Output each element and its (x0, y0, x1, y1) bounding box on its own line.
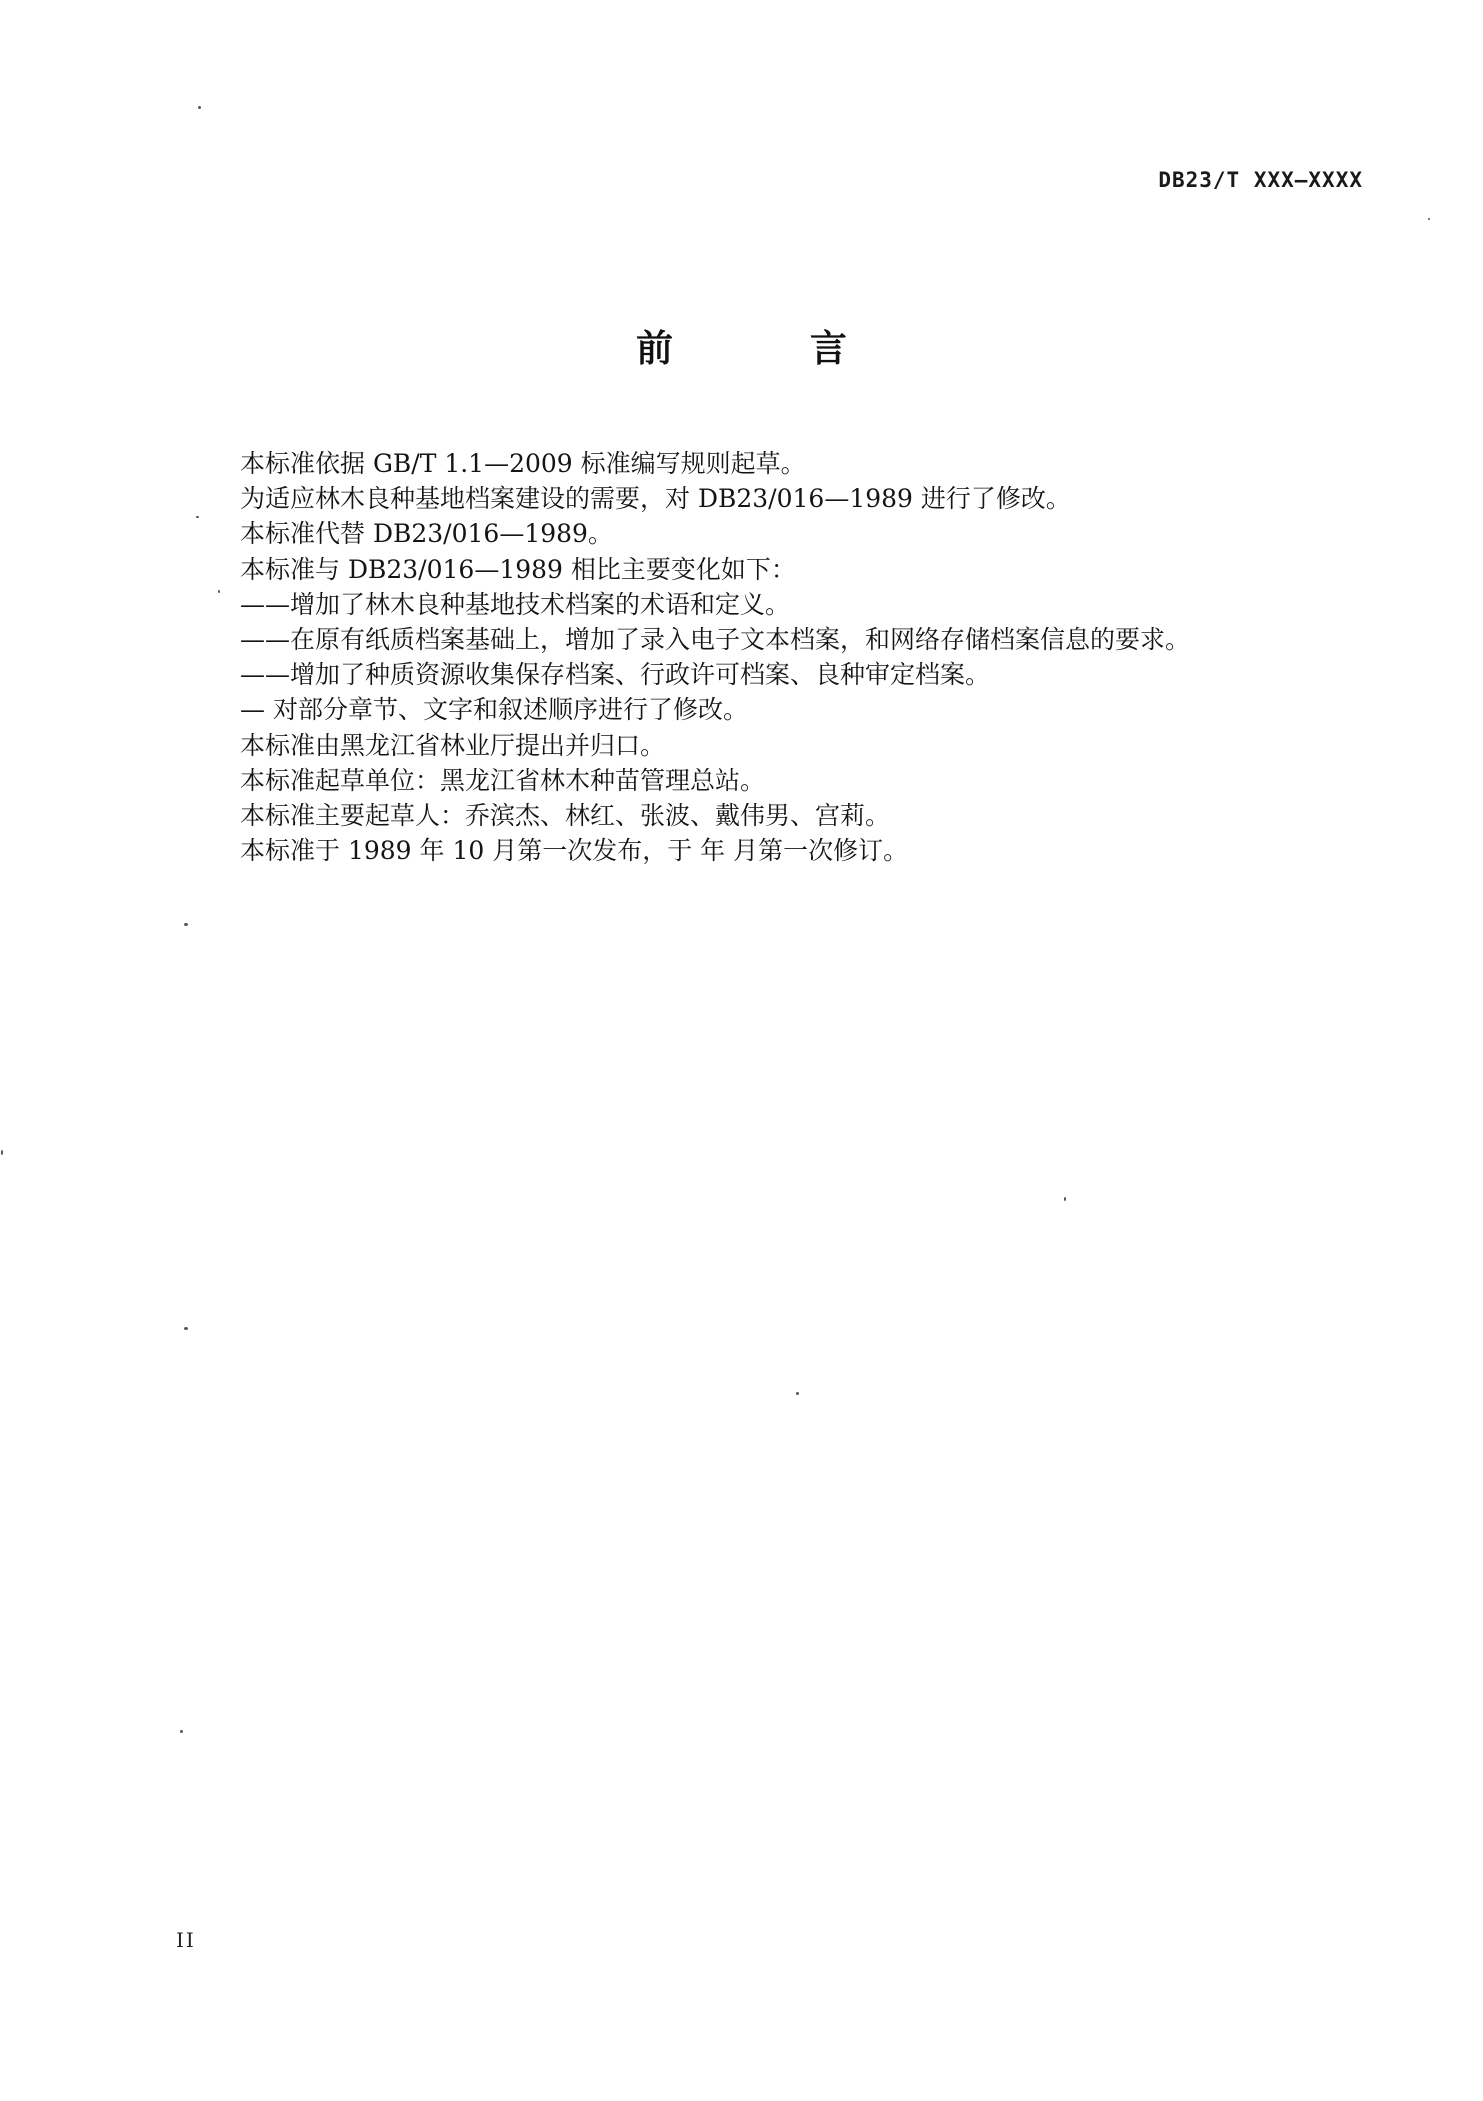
scan-speck (198, 106, 201, 109)
scan-speck (196, 516, 199, 518)
scan-speck (180, 1730, 183, 1733)
foreword-body (240, 446, 1340, 868)
foreword-line: — 对部分章节、文字和叙述顺序进行了修改。 (240, 695, 748, 725)
foreword-line: ——增加了林木良种基地技术档案的术语和定义。 (240, 589, 791, 619)
page-number: II (176, 1928, 196, 1952)
foreword-line: 为适应林木良种基地档案建设的需要，对 DB23/016—1989 进行了修改。 (240, 484, 1071, 514)
standard-code: DB23/T XXX—XXXX (1158, 168, 1363, 192)
foreword-line: 本标准依据 GB/T 1.1—2009 标准编写规则起草。 (240, 449, 806, 478)
foreword-line: ——在原有纸质档案基础上，增加了录入电子文本档案，和网络存储档案信息的要求。 (240, 624, 1191, 654)
scan-speck (218, 590, 220, 593)
scan-speck (184, 923, 188, 926)
page-title: 前 言 (636, 327, 909, 370)
scan-speck (1064, 1197, 1066, 1201)
foreword-line: 本标准起草单位：黑龙江省林木种苗管理总站。 (240, 765, 766, 795)
foreword-line: 本标准代替 DB23/016—1989。 (240, 519, 613, 549)
scan-speck (1428, 218, 1430, 220)
foreword-line: 本标准与 DB23/016—1989 相比主要变化如下： (240, 554, 796, 584)
scan-speck (184, 1327, 188, 1330)
foreword-line: 本标准于 1989 年 10 月第一次发布，于 年 月第一次修订。 (240, 836, 909, 866)
foreword-line: 本标准主要起草人：乔滨杰、林红、张波、戴伟男、宫莉。 (240, 800, 891, 830)
scan-speck (796, 1392, 799, 1395)
foreword-line: 本标准由黑龙江省林业厅提出并归口。 (240, 730, 666, 760)
foreword-line: ——增加了种质资源收集保存档案、行政许可档案、良种审定档案。 (240, 660, 991, 690)
scan-speck (1, 1150, 3, 1155)
